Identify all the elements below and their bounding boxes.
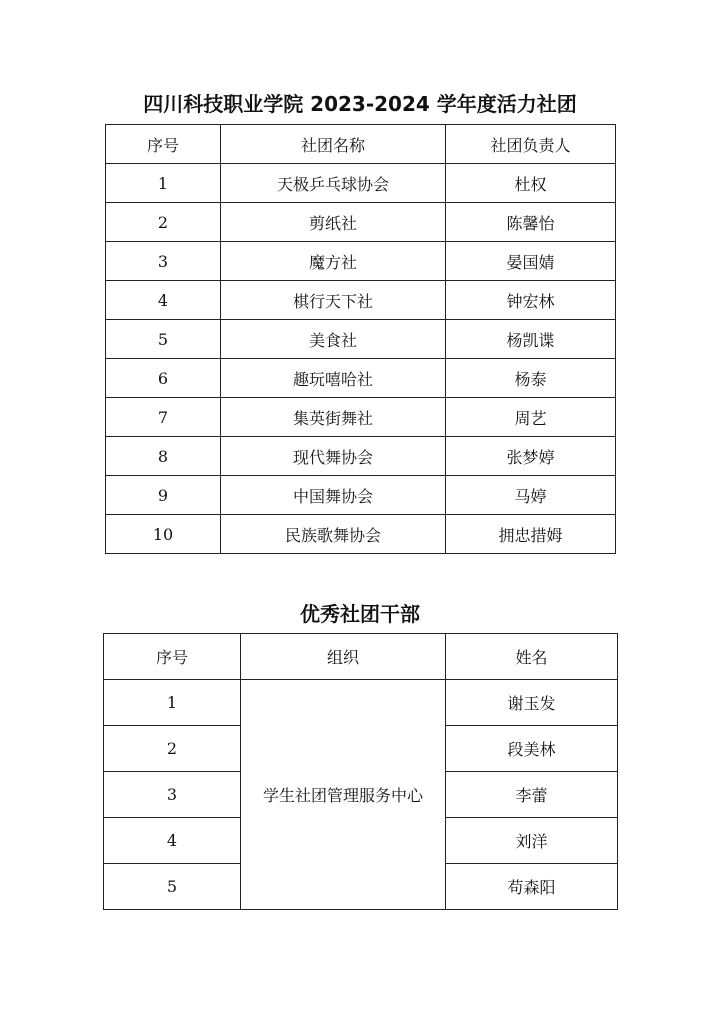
header-number: 序号 bbox=[104, 634, 241, 680]
header-name: 姓名 bbox=[446, 634, 618, 680]
club-name: 现代舞协会 bbox=[221, 437, 446, 476]
row-number: 5 bbox=[104, 864, 241, 910]
table-row bbox=[106, 359, 616, 398]
row-number: 10 bbox=[106, 515, 221, 554]
club-name: 集英街舞社 bbox=[221, 398, 446, 437]
row-number: 5 bbox=[106, 320, 221, 359]
clubs-table bbox=[105, 124, 616, 554]
club-leader: 杨凯谍 bbox=[446, 320, 616, 359]
cadre-name: 段美林 bbox=[446, 726, 618, 772]
row-number: 6 bbox=[106, 359, 221, 398]
club-name: 天极乒乓球协会 bbox=[221, 164, 446, 203]
cadre-name: 谢玉发 bbox=[446, 680, 618, 726]
club-name: 美食社 bbox=[221, 320, 446, 359]
header-organization: 组织 bbox=[241, 634, 446, 680]
row-number: 2 bbox=[106, 203, 221, 242]
row-number: 4 bbox=[106, 281, 221, 320]
table-row bbox=[104, 680, 618, 726]
table-row bbox=[106, 164, 616, 203]
cadres-table-title: 优秀社团干部 bbox=[300, 602, 420, 626]
club-name: 民族歌舞协会 bbox=[221, 515, 446, 554]
cadres-table bbox=[103, 633, 618, 910]
table-row bbox=[106, 320, 616, 359]
table-row bbox=[106, 476, 616, 515]
row-number: 4 bbox=[104, 818, 241, 864]
row-number: 3 bbox=[106, 242, 221, 281]
club-leader: 张梦婷 bbox=[446, 437, 616, 476]
club-name: 魔方社 bbox=[221, 242, 446, 281]
cadre-name: 李蕾 bbox=[446, 772, 618, 818]
header-club-leader: 社团负责人 bbox=[446, 125, 616, 164]
table-row bbox=[106, 242, 616, 281]
club-leader: 马婷 bbox=[446, 476, 616, 515]
row-number: 1 bbox=[106, 164, 221, 203]
table-header-row bbox=[104, 634, 618, 680]
row-number: 9 bbox=[106, 476, 221, 515]
table-row bbox=[106, 203, 616, 242]
table-header-row bbox=[106, 125, 616, 164]
table-row bbox=[106, 398, 616, 437]
header-number: 序号 bbox=[106, 125, 221, 164]
club-name: 棋行天下社 bbox=[221, 281, 446, 320]
table-row bbox=[106, 515, 616, 554]
cadre-name: 刘洋 bbox=[446, 818, 618, 864]
row-number: 3 bbox=[104, 772, 241, 818]
clubs-table-title: 四川科技职业学院 2023-2024 学年度活力社团 bbox=[143, 92, 577, 116]
row-number: 1 bbox=[104, 680, 241, 726]
header-club-name: 社团名称 bbox=[221, 125, 446, 164]
club-leader: 周艺 bbox=[446, 398, 616, 437]
row-number: 7 bbox=[106, 398, 221, 437]
club-name: 中国舞协会 bbox=[221, 476, 446, 515]
row-number: 8 bbox=[106, 437, 221, 476]
club-name: 剪纸社 bbox=[221, 203, 446, 242]
club-name: 趣玩嘻哈社 bbox=[221, 359, 446, 398]
table-row bbox=[106, 437, 616, 476]
cadre-name: 苟森阳 bbox=[446, 864, 618, 910]
club-leader: 杜权 bbox=[446, 164, 616, 203]
club-leader: 陈馨怡 bbox=[446, 203, 616, 242]
row-number: 2 bbox=[104, 726, 241, 772]
club-leader: 拥忠措姆 bbox=[446, 515, 616, 554]
table-row bbox=[106, 281, 616, 320]
club-leader: 钟宏林 bbox=[446, 281, 616, 320]
club-leader: 杨泰 bbox=[446, 359, 616, 398]
organization-cell: 学生社团管理服务中心 bbox=[241, 680, 446, 910]
club-leader: 晏国婧 bbox=[446, 242, 616, 281]
